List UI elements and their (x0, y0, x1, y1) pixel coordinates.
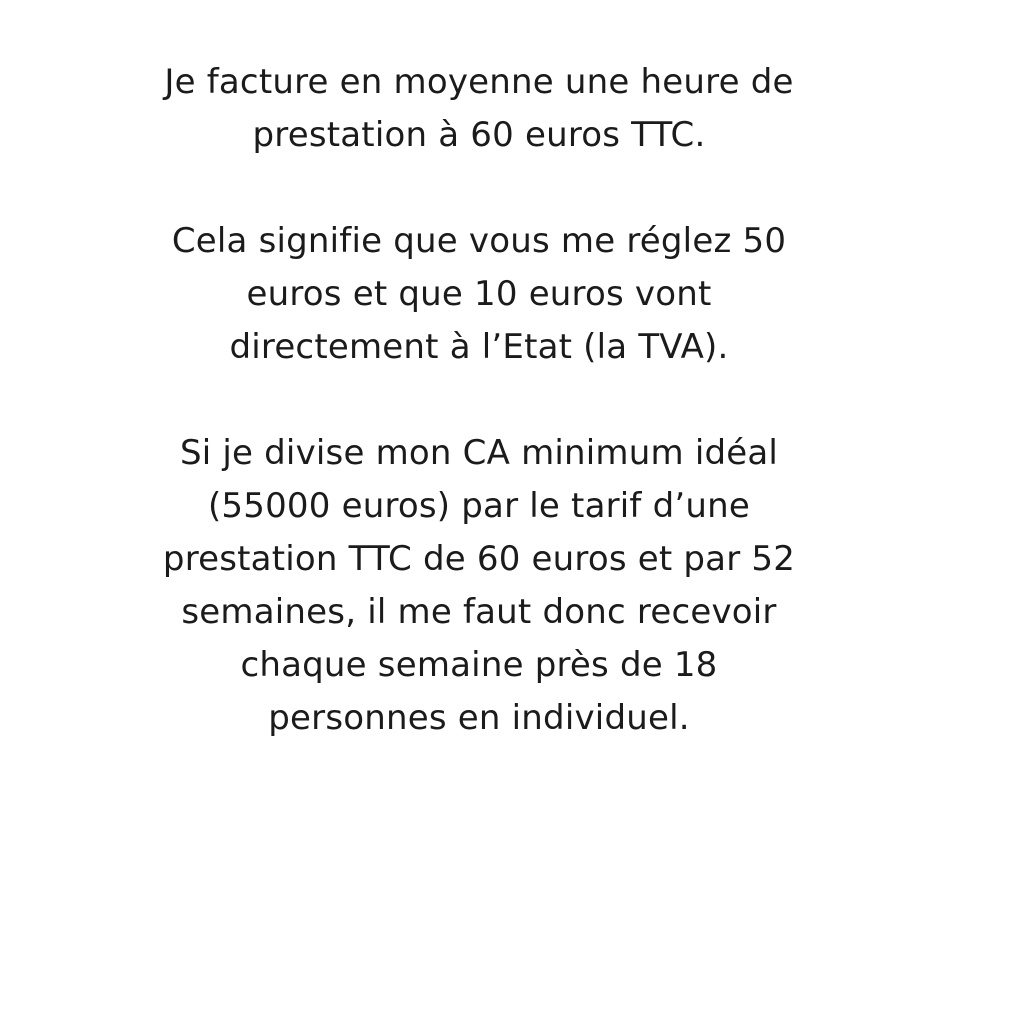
text-line: personnes en individuel. (268, 698, 690, 738)
text-line: Cela signifie que vous me réglez 50 (171, 221, 787, 261)
text-line: directement à l’Etat (la TVA). (229, 327, 729, 367)
text-line: prestation TTC de 60 euros et par 52 (162, 539, 796, 579)
text-line: semaines, il me faut donc recevoir (181, 592, 777, 632)
text-line: Je facture en moyenne une heure de (164, 62, 794, 102)
paragraph-vat (0, 215, 958, 374)
text-line: Si je divise mon CA minimum idéal (179, 433, 779, 473)
paragraph-pricing (0, 56, 958, 162)
text-line: (55000 euros) par le tarif d’une (207, 486, 751, 526)
paragraph-calculation (0, 427, 958, 745)
text-line: prestation à 60 euros TTC. (252, 115, 706, 155)
text-line: euros et que 10 euros vont (246, 274, 712, 314)
text-line: chaque semaine près de 18 (240, 645, 718, 685)
